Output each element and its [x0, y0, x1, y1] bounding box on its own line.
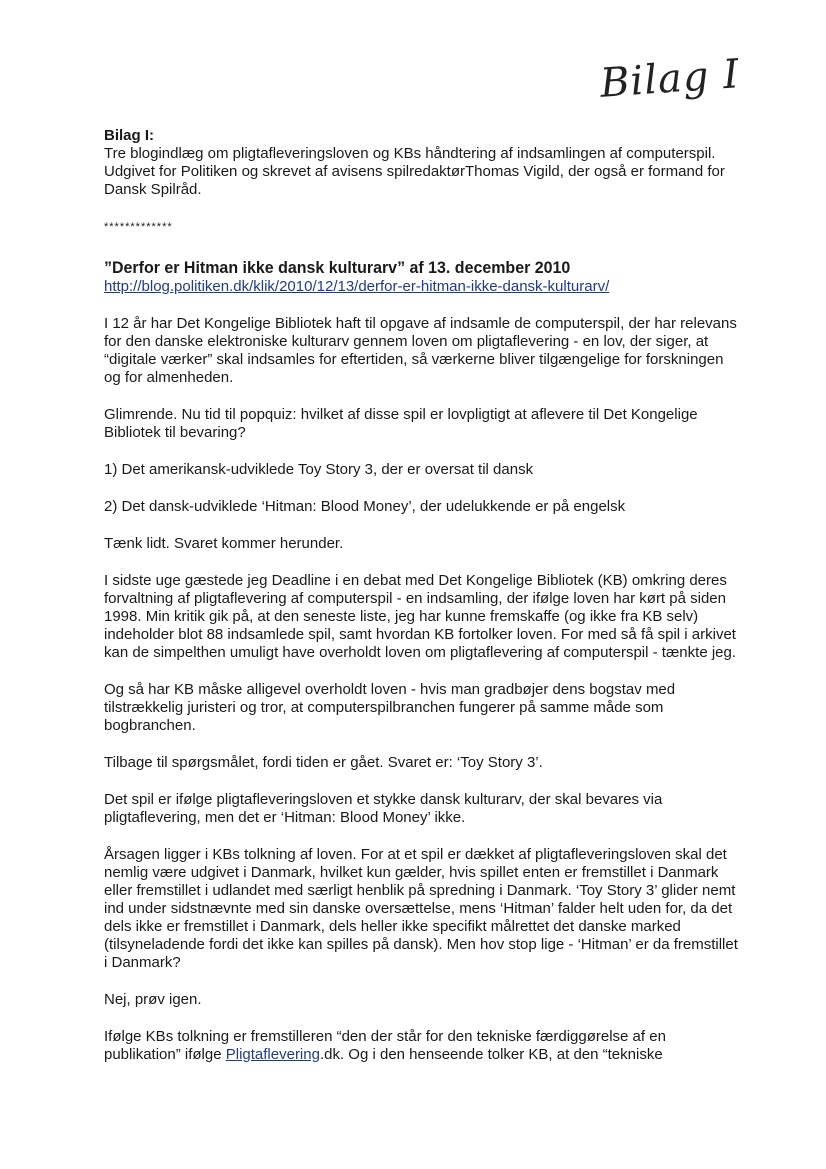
paragraph-deadline: I sidste uge gæstede jeg Deadline i en debat med Det Kongelige Bibliotek (KB) omkring deres forvaltning af pligtaflevering af computerspil - en indsamling, der ifølge loven har kørt på siden 1998. Min kritik gik på, at den seneste liste, jeg har kunne fremskaffe (og ikke fra KB selv) indeholder blot 88 indsamlede spil, samt hvordan KB fortolker loven. For med så få spil i arkivet kan de simpelthen umuligt have overholdt loven om pligtaflevering af computerspil - tænkte jeg. — [104, 572, 737, 661]
intro-heading: Bilag I: — [104, 127, 155, 144]
paragraph-answer: Tilbage til spørgsmålet, fordi tiden er gået. Svaret er: ‘Toy Story 3’. — [104, 754, 543, 771]
paragraph-interpretation — [104, 1028, 744, 1064]
pligtaflevering-link[interactable]: Pligtaflevering — [225, 1046, 320, 1063]
paragraph-option-2: 2) Det dansk-udviklede ‘Hitman: Blood Money’, der udelukkende er på engelsk — [104, 498, 626, 515]
interpretation-text-after: .dk. Og i den henseende tolker KB, at den “tekniske — [319, 1046, 663, 1063]
paragraph-option-1: 1) Det amerikansk-udviklede Toy Story 3, der er oversat til dansk — [104, 461, 534, 478]
bilag-stamp: Bilag I — [598, 51, 742, 107]
document-body — [104, 127, 744, 1083]
post-title: ”Derfor er Hitman ikke dansk kulturarv” af 13. december 2010 — [104, 258, 571, 277]
paragraph-think: Tænk lidt. Svaret kommer herunder. — [104, 535, 344, 552]
separator: ************* — [104, 221, 173, 233]
post-url-link[interactable]: http://blog.politiken.dk/klik/2010/12/13/derfor-er-hitman-ikke-dansk-kulturarv/ — [104, 278, 610, 295]
paragraph-heritage: Det spil er ifølge pligtafleveringsloven et stykke dansk kulturarv, der skal bevares via pligtaflevering, men det er ‘Hitman: Blood Money’ ikke. — [104, 791, 663, 826]
interpretation-text-before: Ifølge KBs tolkning er fremstilleren “den der står for den tekniske færdiggørelse af en publikation” ifølge — [104, 1028, 666, 1063]
paragraph-quiz: Glimrende. Nu tid til popquiz: hvilket af disse spil er lovpligtigt at aflevere til Det Kongelige Bibliotek til bevaring? — [104, 406, 698, 441]
paragraph-kb-law: Og så har KB måske alligevel overholdt loven - hvis man gradbøjer dens bogstav med tilstrækkelig juristeri og tror, at computerspilbranchen fungerer på samme måde som bogbranchen. — [104, 681, 676, 734]
paragraph-reason: Årsagen ligger i KBs tolkning af loven. For at et spil er dækket af pligtafleveringsloven skal det nemlig være udgivet i Danmark, hvilket kun gælder, hvis spillet enten er fremstillet i Danmark eller fremstillet i udlandet med særligt henblik på spredning i Danmark. ‘Toy Story 3’ glider nemt ind under sidstnævnte med sin danske oversættelse, mens ‘Hitman’ falder helt uden for, da det dels ikke er fremstillet i Danmark, dels heller ikke specifikt målrettet det danske marked (tilsyneladende fordi det ikke kan spilles på dansk). Men hov stop lige - ‘Hitman’ er da fremstillet i Danmark? — [104, 846, 738, 971]
paragraph-intro: I 12 år har Det Kongelige Bibliotek haft til opgave af indsamle de computerspil, der har relevans for den danske elektroniske kulturarv gennem loven om pligtaflevering - en lov, der siger, at “digitale værker” skal indsamles for eftertiden, så værkerne bliver tilgængelige for forskningen og for almenheden. — [104, 315, 737, 386]
paragraph-try-again: Nej, prøv igen. — [104, 991, 202, 1008]
intro-text: Tre blogindlæg om pligtafleveringsloven og KBs håndtering af indsamlingen af computerspil. Udgivet for Politiken og skrevet af avisens spilredaktørThomas Vigild, der også er formand for Dansk Spilråd. — [104, 145, 725, 198]
